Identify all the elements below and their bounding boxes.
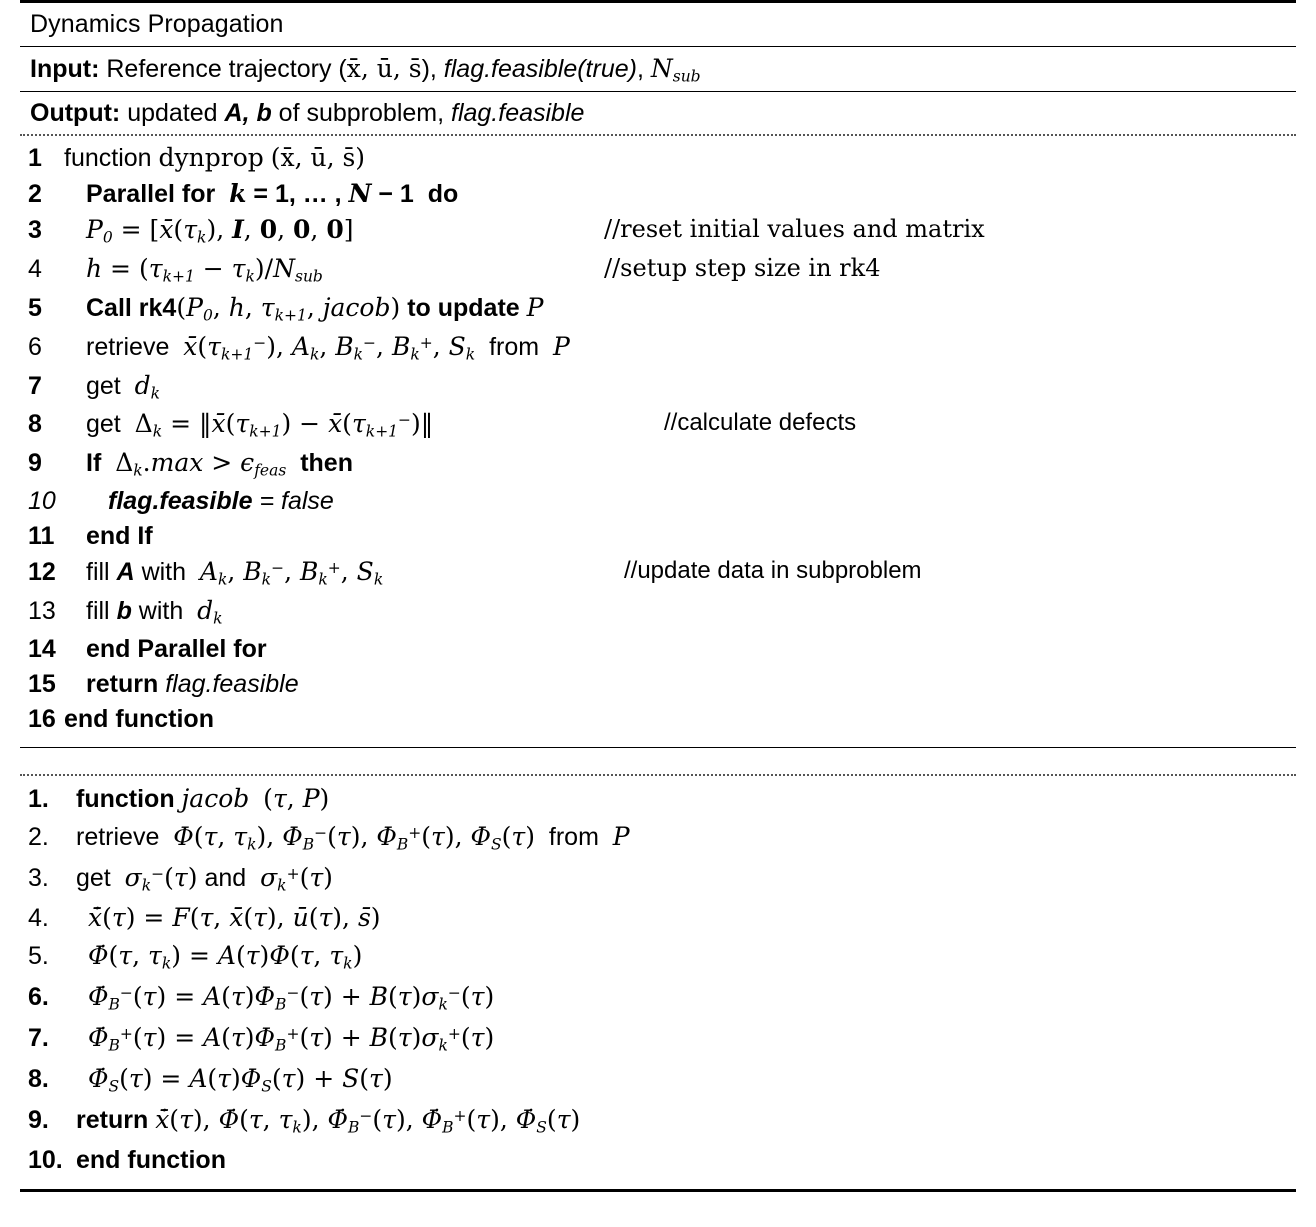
line-number: 10. <box>28 1145 63 1174</box>
code-line <box>20 290 1296 329</box>
code-line <box>20 1142 1296 1179</box>
line-number: 10 <box>28 487 56 516</box>
line-number: 6. <box>28 983 49 1012</box>
line-number: 5 <box>28 293 42 322</box>
code-line <box>20 899 1296 937</box>
line-number: 14 <box>28 634 56 663</box>
line-number: 1 <box>28 144 42 173</box>
line-number: 16 <box>28 704 56 733</box>
line-number: 7. <box>28 1024 49 1053</box>
code-line <box>20 368 1296 407</box>
algorithm-output <box>20 92 1296 134</box>
line-text: return x̄̇(τ), Φ̇(τ, $\tau_k$), $\Phi̇_B^-(\tau)$, $\Phi̇_B^+(\tau)$, $\Phi̇_S(\tau)$ <box>76 1104 581 1137</box>
line-text: get $\sigma_k^-(\tau)$ and $\sigma_k^+(\tau)$ <box>76 862 333 894</box>
code-line <box>20 632 1296 667</box>
line-text: Call $rk4(P_0$, h, $\tau_{k+1}$, jacob) to update P <box>86 292 544 325</box>
input-label: Input: <box>30 55 100 83</box>
line-text: end function <box>76 1145 226 1174</box>
input-text: Reference trajectory (x̄, ū, s̄), flag.feasible(true), $N_{sub}$ <box>106 54 701 86</box>
line-text: flag.feasible = false <box>108 487 334 516</box>
code-line <box>20 445 1296 484</box>
code-line <box>20 937 1296 978</box>
code-line <box>20 1101 1296 1142</box>
code-line <box>20 1019 1296 1060</box>
line-number: 11 <box>28 522 55 551</box>
code-line <box>20 1060 1296 1101</box>
output-label: Output: <box>30 99 121 128</box>
line-text: Φ̇(τ, $\tau_k) = A(\tau)\Phi(\tau$, $\tau_k$) <box>88 941 363 973</box>
line-text: $P_0$ = [$x̄(\tau_k)$, I, 0, 0, 0] //reset initial values and matrix <box>86 215 985 247</box>
line-text: function jacob (τ, P) <box>76 783 330 813</box>
line-number: 12 <box>28 558 56 587</box>
rule-bottom <box>20 1189 1296 1192</box>
line-number: 8 <box>28 410 42 439</box>
code-line <box>20 780 1296 818</box>
line-number: 3 <box>28 216 42 245</box>
algorithm-title: Dynamics Propagation <box>30 10 284 38</box>
code-line <box>20 140 1296 176</box>
line-text: $\Phi̇_B^+(\tau) = A(\tau)\Phi_B^+(\tau) + B(\tau)\sigma_k^+(\tau)$ <box>88 1023 495 1055</box>
section-gap <box>20 748 1296 774</box>
line-text: retrieve Φ(τ, $\tau_k$), $\Phi_B^-(\tau)$, $\Phi_B^+(\tau)$, $\Phi_S(\tau)$ from P <box>76 821 630 854</box>
code-line <box>20 554 1296 593</box>
code-line <box>20 212 1296 251</box>
line-text: fill A with $A_k$, $B_k^-$, $B_k^+$, $S_k$ //update data in subproblem <box>86 557 922 589</box>
line-number: 15 <box>28 669 56 698</box>
line-number: 7 <box>28 371 42 400</box>
line-text: $h = (\tau_{k+1} - \tau_k)/N_{sub}$ //setup step size in rk4 <box>86 254 881 286</box>
line-number: 3. <box>28 863 49 892</box>
code-line <box>20 251 1296 290</box>
algorithm-input <box>20 47 1296 91</box>
algorithm-block <box>20 0 1296 1192</box>
code-line <box>20 406 1296 445</box>
line-text: return flag.feasible <box>86 669 299 698</box>
line-text: function dynprop (x̄, ū, s̄) <box>64 143 366 173</box>
line-number: 4. <box>28 904 49 933</box>
line-number: 2. <box>28 822 49 851</box>
code-line <box>20 978 1296 1019</box>
line-text: If $\Delta_k.\max > \epsilon_{feas}$ then <box>86 448 353 480</box>
line-comment: //calculate defects <box>664 409 857 437</box>
code-line <box>20 484 1296 519</box>
line-text: Parallel for k = 1, … , N − 1 do <box>86 179 459 209</box>
line-text: get $d_k$ <box>86 370 161 402</box>
line-number: 9 <box>28 449 42 478</box>
line-number: 5. <box>28 942 49 971</box>
line-comment: //update data in subproblem <box>624 557 922 585</box>
code-line <box>20 667 1296 702</box>
line-comment: //reset initial values and matrix <box>604 215 985 244</box>
code-line <box>20 329 1296 368</box>
line-text: $\Phi̇_S(\tau) = A(\tau)\Phi_S(\tau) + S(\tau)$ <box>88 1063 393 1096</box>
line-text: $\Phi̇_B^-(\tau) = A(\tau)\Phi_B^-(\tau) + B(\tau)\sigma_k^-(\tau)$ <box>88 982 495 1014</box>
line-number: 13 <box>28 596 56 625</box>
line-number: 2 <box>28 180 42 209</box>
line-number: 9. <box>28 1105 49 1134</box>
line-number: 1. <box>28 784 49 813</box>
line-number: 4 <box>28 255 42 284</box>
line-comment: //setup step size in rk4 <box>604 254 881 283</box>
output-text: updated A, b of subproblem, flag.feasible <box>127 99 585 128</box>
line-text: end function <box>64 704 214 733</box>
code-line <box>20 593 1296 632</box>
line-text: end If <box>86 522 153 551</box>
code-line <box>20 818 1296 859</box>
algorithm-sub-body <box>20 776 1296 1189</box>
line-text: get $\Delta_k$ = $‖x̄(\tau_{k+1})$ − $x̄(\tau_{k+1}^-)‖$ //calculate defects <box>86 409 857 441</box>
code-line <box>20 176 1296 212</box>
line-number: 8. <box>28 1064 49 1093</box>
line-text: x̄̇(τ) = F(τ, x̄(τ), ū(τ), s̄) <box>88 903 381 933</box>
line-number: 6 <box>28 332 42 361</box>
line-text: end Parallel for <box>86 634 267 663</box>
code-line <box>20 702 1296 737</box>
code-line <box>20 519 1296 554</box>
line-text: retrieve $x̄(\tau_{k+1}^-)$, $A_k$, $B_k^-$, $B_k^+$, $S_k$ from P <box>86 331 570 364</box>
code-line <box>20 859 1296 900</box>
algorithm-main-body <box>20 136 1296 746</box>
line-text: fill b with $d_k$ <box>86 595 223 628</box>
